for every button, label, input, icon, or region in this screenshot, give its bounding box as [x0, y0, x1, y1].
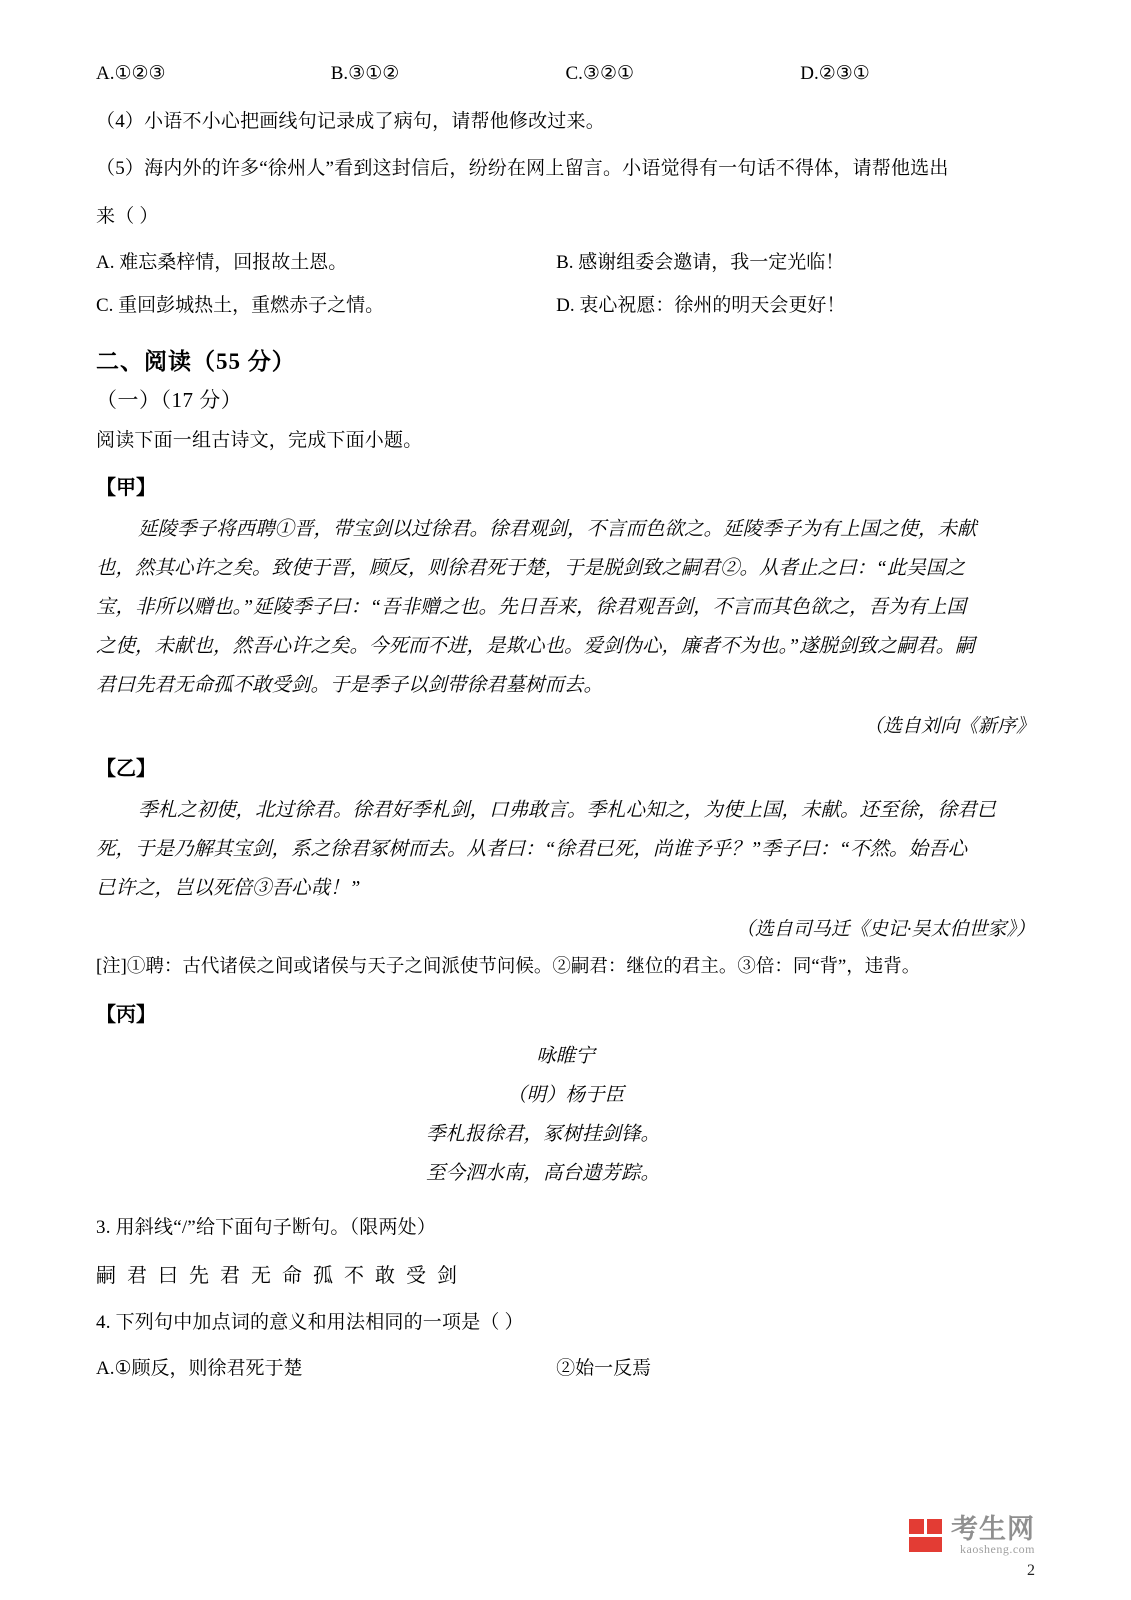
passage-yi-body — [96, 791, 1035, 908]
passage-line: 死，于是乃解其宝剑，系之徐君冢树而去。从者曰：“徐君已死，尚谁予乎？”季子曰：“不然。始吾心 — [96, 839, 968, 860]
question5-options-row2 — [96, 290, 1035, 317]
poem-author: （明）杨于臣 — [506, 1085, 624, 1107]
question-3-stem: 3. 用斜线“/”给下面句子断句。（限两处） — [96, 1217, 437, 1239]
watermark-logo-icon — [909, 1519, 943, 1553]
question-4b-stem: 4. 下列句中加点词的意义和用法相同的一项是（ ） — [96, 1311, 524, 1333]
question-5-stem-cont: 来（ ） — [96, 205, 159, 227]
option-b: B.③①② — [330, 63, 400, 84]
passage-line: 之使，未献也，然吾心许之矣。今死而不进，是欺心也。爱剑伪心，廉者不为也。”遂脱剑致之嗣君。嗣 — [96, 636, 975, 657]
passage-line: 已许之，岂以死倍③吾心哉！” — [96, 878, 361, 899]
poem-line: 季札报徐君，冢树挂剑锋。 — [426, 1124, 661, 1146]
poem-line: 至今泗水南，高台遗芳踪。 — [426, 1163, 661, 1185]
passage-jia-body — [96, 510, 1035, 705]
passage-line: 也，然其心许之矣。致使于晋，顾反，则徐君死于楚，于是脱剑致之嗣君②。从者止之曰：“此吴国之 — [96, 558, 965, 579]
watermark-url: kaosheng.com — [960, 1542, 1035, 1557]
option-a: A. 难忘桑梓情，回报故土恩。 — [96, 251, 348, 273]
option-a-part2: ②始一反焉 — [556, 1357, 652, 1379]
question-4-stem: （4）小语不小心把画线句记录成了病句，请帮他修改过来。 — [96, 111, 605, 132]
section-instruction: 阅读下面一组古诗文，完成下面小题。 — [96, 429, 423, 451]
passage-line: 君曰先君无命孤不敢受剑。于是季子以剑带徐君墓树而去。 — [96, 675, 604, 696]
option-a-part1: A.①顾反，则徐君死于楚 — [96, 1357, 303, 1379]
question-3-sentence: 嗣君曰先君无命孤不敢受剑 — [96, 1264, 468, 1287]
option-a: A.①②③ — [96, 63, 166, 84]
passage-line: 宝，非所以赠也。”延陵季子曰：“吾非赠之也。先日吾来，徐君观吾剑，不言而其色欲之，吾为有上国 — [96, 597, 966, 618]
passage-notes: [注]①聘：古代诸侯之间或诸侯与天子之间派使节问候。②嗣君：继位的君主。③倍：同“背”，违背。 — [96, 957, 921, 977]
page-number: 2 — [1027, 1562, 1035, 1579]
section-title: 二、阅读（55 分） — [96, 348, 296, 374]
question4b-options — [96, 1353, 1035, 1380]
option-d: D. 衷心祝愿：徐州的明天会更好！ — [556, 294, 846, 316]
option-c: C. 重回彭城热土，重燃赤子之情。 — [96, 294, 385, 316]
option-b: B. 感谢组委会邀请，我一定光临！ — [556, 251, 845, 273]
passage-yi-label: 【乙】 — [96, 758, 156, 780]
poem-title: 咏睢宁 — [536, 1046, 595, 1068]
option-c: C.③②① — [565, 63, 635, 84]
option-d: D.②③① — [800, 63, 870, 84]
question5-options-row1 — [96, 247, 1035, 274]
passage-bing-label: 【丙】 — [96, 1004, 156, 1027]
question2-options — [96, 62, 1035, 85]
passage-yi-source: （选自司马迁《史记·吴太伯世家》） — [735, 919, 1035, 940]
passage-line: 延陵季子将西聘①晋，带宝剑以过徐君。徐君观剑，不言而色欲之。延陵季子为有上国之使，未献 — [138, 519, 977, 540]
passage-jia-label: 【甲】 — [96, 477, 156, 499]
passage-jia-source: （选自刘向《新序》 — [863, 716, 1035, 737]
passage-line: 季札之初使，北过徐君。徐君好季札剑，口弗敢言。季札心知之，为使上国，未献。还至徐，徐君已 — [138, 800, 997, 821]
watermark-name: 考生网 — [951, 1514, 1035, 1545]
watermark — [909, 1515, 1035, 1556]
section-subtitle: （一）（17 分） — [96, 387, 243, 412]
question-5-stem: （5）海内外的许多“徐州人”看到这封信后，纷纷在网上留言。小语觉得有一句话不得体，请帮他选出 — [96, 158, 949, 180]
